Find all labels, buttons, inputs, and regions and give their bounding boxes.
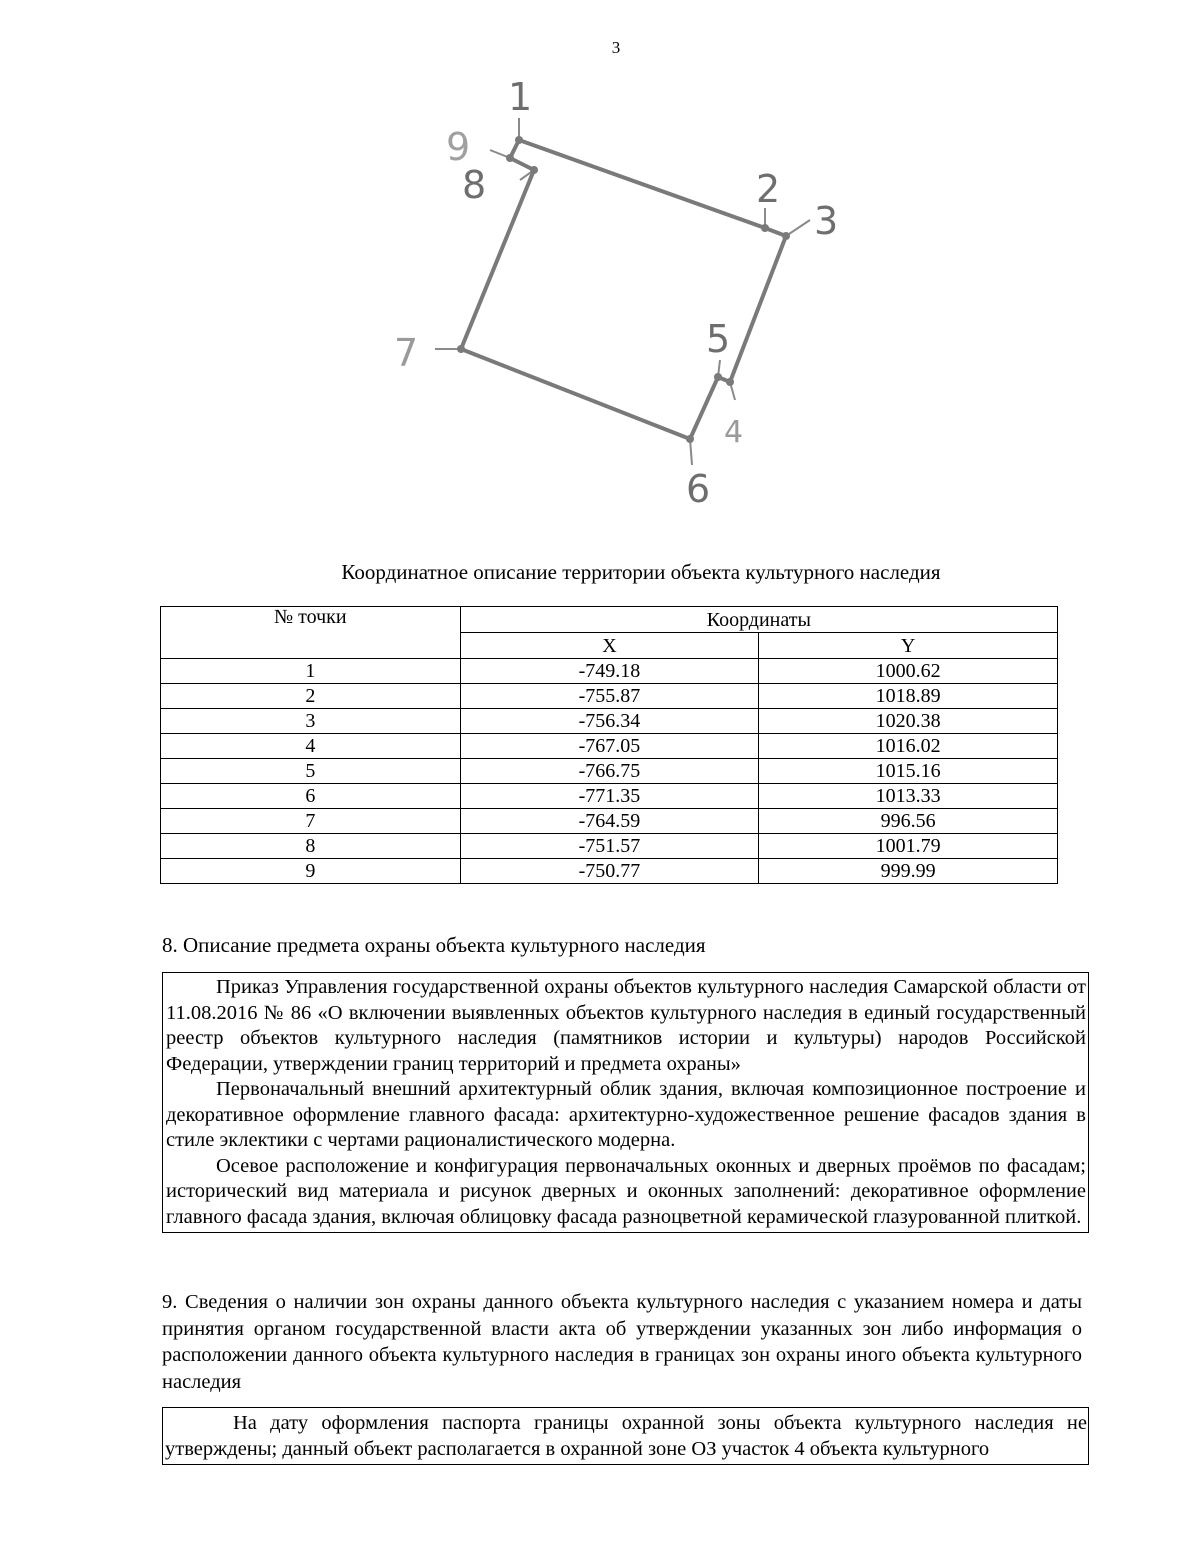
point-label-9: 9 <box>446 125 471 169</box>
vertex-1 <box>515 136 523 144</box>
header-coordinates: Координаты <box>460 607 1057 633</box>
cell-x: -750.77 <box>460 859 759 884</box>
cell-point: 7 <box>161 809 461 834</box>
cell-x: -767.05 <box>460 734 759 759</box>
table-row <box>161 709 1058 734</box>
cell-point: 1 <box>161 659 461 684</box>
table-row <box>161 734 1058 759</box>
vertex-7 <box>457 345 465 353</box>
vertex-3 <box>782 232 790 240</box>
point-label-3: 3 <box>814 199 839 243</box>
cell-y: 996.56 <box>759 809 1058 834</box>
table-row <box>161 684 1058 709</box>
cell-x: -751.57 <box>460 834 759 859</box>
cell-x: -756.34 <box>460 709 759 734</box>
page-number: 3 <box>611 38 621 57</box>
header-y: Y <box>759 633 1058 659</box>
table-row <box>161 834 1058 859</box>
cell-y: 1015.16 <box>759 759 1058 784</box>
section-8-paragraph: Осевое расположение и конфигурация первоначальных оконных и дверных проёмов по фасадам; исторический вид материала и рисунок дверных и оконных заполнений: декоративное оформление главного фасада здания, включая облицовку фасада разноцветной керамической глазурованной плиткой. <box>166 1154 1086 1228</box>
point-label-6: 6 <box>686 467 711 511</box>
vertex-8 <box>530 166 538 174</box>
vertex-9 <box>506 154 514 162</box>
cell-y: 999.99 <box>759 859 1058 884</box>
cell-y: 1016.02 <box>759 734 1058 759</box>
table-row <box>161 859 1058 884</box>
cell-point: 5 <box>161 759 461 784</box>
point-label-5: 5 <box>706 317 731 361</box>
point-label-2: 2 <box>756 167 781 211</box>
cell-point: 3 <box>161 709 461 734</box>
vertex-6 <box>686 435 694 443</box>
header-point-number: № точки <box>161 607 461 659</box>
point-label-7: 7 <box>394 331 419 375</box>
cell-x: -766.75 <box>460 759 759 784</box>
section-9-heading: 9. Сведения о наличии зон охраны данного объекта культурного наследия с указанием номера и даты принятия органом государственной власти акта об утверждении указанных зон либо информация о расположении данного объекта культурного наследия в границах зон охраны иного объекта культурного наследия <box>162 1291 1082 1393</box>
cell-y: 1001.79 <box>759 834 1058 859</box>
section-8-heading: 8. Описание предмета охраны объекта культурного наследия <box>162 933 706 957</box>
vertex-4 <box>726 378 734 386</box>
table-row <box>161 759 1058 784</box>
cell-point: 6 <box>161 784 461 809</box>
vertex-5 <box>714 373 722 381</box>
cell-x: -755.87 <box>460 684 759 709</box>
section-8-box <box>162 972 1089 1233</box>
cell-point: 4 <box>161 734 461 759</box>
cell-y: 1018.89 <box>759 684 1058 709</box>
cell-point: 2 <box>161 684 461 709</box>
cell-x: -749.18 <box>460 659 759 684</box>
site-plan-drawing <box>380 70 860 520</box>
coordinates-table <box>160 606 1058 884</box>
leader-line-3 <box>786 220 810 236</box>
table-row <box>161 809 1058 834</box>
header-x: X <box>460 633 759 659</box>
point-label-4: 4 <box>724 415 744 450</box>
site-plan-svg <box>380 70 860 520</box>
cell-x: -764.59 <box>460 809 759 834</box>
cell-point: 8 <box>161 834 461 859</box>
point-label-1: 1 <box>508 75 533 119</box>
section-9-box <box>162 1407 1089 1465</box>
cell-x: -771.35 <box>460 784 759 809</box>
table-row <box>161 659 1058 684</box>
cell-y: 1013.33 <box>759 784 1058 809</box>
site-boundary <box>461 140 786 439</box>
section-8-paragraph: Первоначальный внешний архитектурный облик здания, включая композиционное построение и декоративное оформление главного фасада: архитектурно-художественное решение фасадов здания в стиле эклектики с чертами рационалистического модерна. <box>166 1078 1086 1151</box>
table-row <box>161 784 1058 809</box>
section-9-paragraph: На дату оформления паспорта границы охранной зоны объекта культурного наследия не утверждены; данный объект располагается в охранной зоне ОЗ участок 4 объекта культурного <box>165 1412 1087 1460</box>
table-caption: Координатное описание территории объекта культурного наследия <box>341 560 941 584</box>
cell-y: 1020.38 <box>759 709 1058 734</box>
cell-y: 1000.62 <box>759 659 1058 684</box>
vertex-2 <box>761 224 769 232</box>
cell-point: 9 <box>161 859 461 884</box>
section-8-paragraph: Приказ Управления государственной охраны объектов культурного наследия Самарской области от 11.08.2016 № 86 «О включении выявленных объектов культурного наследия в единый государственный реестр объектов культурного наследия (памятников истории и культуры) народов Российской Федерации, утверждении границ территорий и предмета охраны» <box>166 976 1086 1075</box>
point-label-8: 8 <box>462 163 487 207</box>
